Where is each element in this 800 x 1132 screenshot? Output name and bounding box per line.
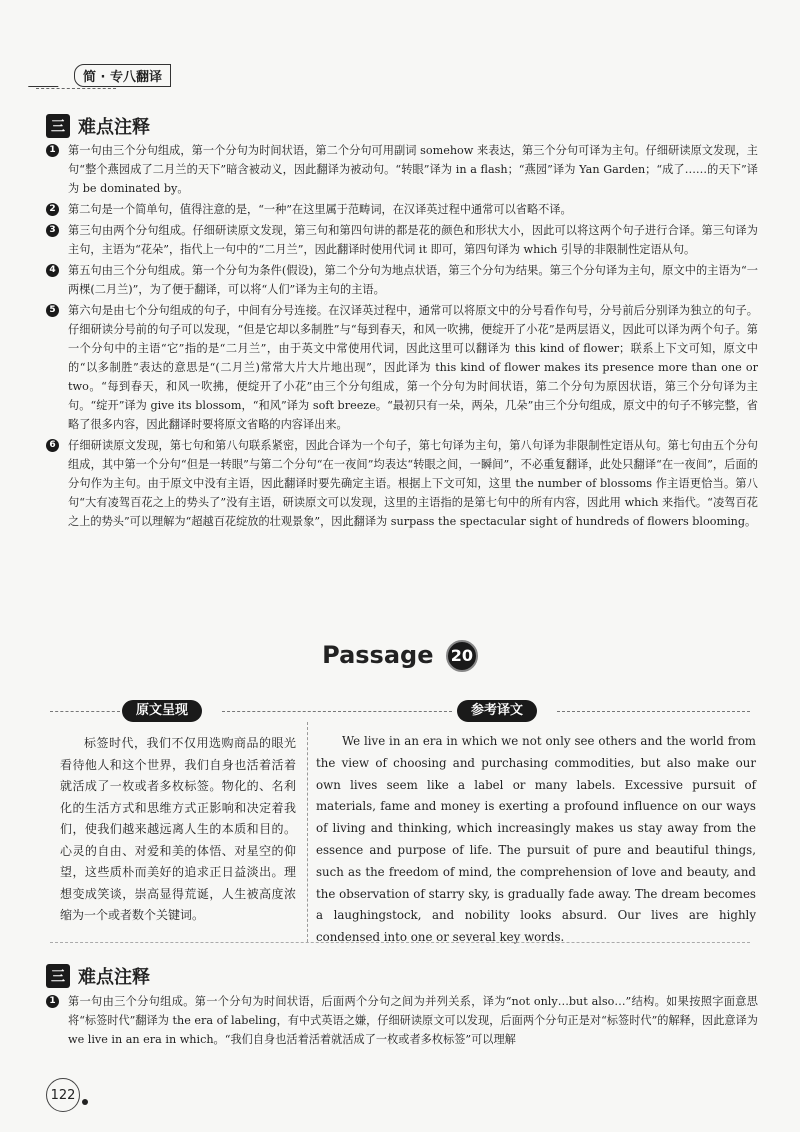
section-list-icon: 三 <box>46 114 70 138</box>
header-tab: 简 · 专八翻译 <box>74 64 171 87</box>
passage-label: Passage <box>322 641 434 669</box>
note-text: 仔细研读原文发现，第七句和第八句联系紧密，因此合译为一个句子，第七句译为主句，第八句译为非限制性定语从句。第七句由五个分句组成，其中第一个分句“但是一转眼”与第二个分句“在一夜间”均表达“转眼之间，一瞬间”，不必重复翻译，此处只翻译“在一夜间”，后面的分句作为主句。由于原文中没有主语，因此翻译时要先确定主语。根据上下文可知，这里 the number of blossoms 作主语更恰当。第八句“大有凌驾百花之上的势头了”没有主语，研读原文可以发现，这里的主语指的是第七句中的所有内容，因此用 which 来指代。“凌驾百花之上的势头”可以理解为“超越百花绽放的壮观景象”，因此翻译为 surpass the spectacular sight of hundreds of flowers blooming。 <box>68 439 758 528</box>
note-number: 1 <box>46 144 59 157</box>
section-heading-notes <box>46 113 150 139</box>
section-list-icon: 三 <box>46 964 70 988</box>
note-item <box>46 992 758 1049</box>
section-heading-notes-2 <box>46 963 150 989</box>
note-number: 2 <box>46 203 59 216</box>
header-rule <box>36 88 116 89</box>
note-number: 4 <box>46 264 59 277</box>
notes-list-2 <box>46 992 758 1051</box>
divider <box>50 942 750 943</box>
note-item <box>46 436 758 531</box>
note-text: 第六句是由七个分句组成的句子，中间有分号连接。在汉译英过程中，通常可以将原文中的分号看作句号，分号前后分别译为独立的句子。仔细研读分号前的句子可以发现，“但是它却以多制胜”与“每到春天，和风一吹拂，便绽开了小花”是两层语义，因此可以译为两个句子。第一个分句中的主语“它”指的是“二月兰”，由于英文中常使用代词，因此这里可以翻译为 this kind of flower；联系上下文可知，原文中的“以多制胜”表达的意思是“(二月兰)常常大片大片地出现”，因此译为 this kind of flower makes its presence more than one or two。“每到春天，和风一吹拂，便绽开了小花”由三个分句组成，第一个分句为时间状语，第二个分句为原因状语，第三个分句译为主句。“绽开”译为 give its blossom，“和风”译为 soft breeze。“最初只有一朵，两朵，几朵”由三个分句组成，原文中的句子不够完整，省略了很多内容，因此翻译时要将原文省略的内容译出来。 <box>68 304 758 431</box>
column-divider <box>307 722 308 942</box>
notes-list <box>46 141 758 533</box>
note-item <box>46 261 758 299</box>
note-item <box>46 141 758 198</box>
note-number: 5 <box>46 304 59 317</box>
divider <box>50 711 120 712</box>
note-item <box>46 301 758 434</box>
running-header <box>36 62 171 88</box>
page-dot-icon <box>82 1099 88 1105</box>
note-item <box>46 200 758 219</box>
note-number: 1 <box>46 995 59 1008</box>
translation-text: We live in an era in which we not only see others and the world from the view of choosing and purchasing commodities, but also make our own lives seem like a label or many labels. Excessive pursuit of materials, fame and money is exerting a profound influence on our ways of living and thinking, which increasingly makes us stay away from the essence and purpose of life. The pursuit of pure and beautiful things, such as the freedom of mind, the comprehension of love and beauty, and the observation of starry sky, is gradually fade away. The dream becomes a laughingstock, and nobility looks absurd. Our lives are highly condensed into one or several key words. <box>316 734 756 945</box>
note-text: 第一句由三个分句组成。第一个分句为时间状语，后面两个分句之间为并列关系，译为“not only…but also…”结构。如果按照字面意思将“标签时代”翻译为 the era of labeling，有中式英语之嫌，仔细研读原文可以发现，后面两个分句正是对“标签时代”的解释，因此意译为 we live in an era in which。“我们自身也活着活着就活成了一枚或者多枚标签”可以理解 <box>68 995 758 1046</box>
note-text: 第三句由两个分句组成。仔细研读原文发现，第三句和第四句讲的都是花的颜色和形状大小，因此可以将这两个句子进行合译。第三句译为主句，主语为“花朵”，指代上一句中的“二月兰”，因此翻译时使用代词 it 即可，第四句译为 which 引导的非限制性定语从句。 <box>68 224 758 256</box>
note-text: 第一句由三个分句组成，第一个分句为时间状语，第二个分句可用副词 somehow 来表达，第三个分句可译为主句。仔细研读原文发现，主句“整个燕园成了二月兰的天下”暗含被动义，因此翻译为被动句。“转眼”译为 in a flash；“燕园”译为 Yan Garden；“成了……的天下”译为 be dominated by。 <box>68 144 758 195</box>
passage-number-badge: 20 <box>446 640 478 672</box>
divider <box>557 711 750 712</box>
page-number: 122 <box>46 1078 88 1112</box>
note-text: 第二句是一个简单句，值得注意的是，“一种”在这里属于范畴词，在汉译英过程中通常可以省略不译。 <box>68 203 572 216</box>
passage-title <box>0 640 800 672</box>
section-title: 难点注释 <box>78 967 150 988</box>
section-title: 难点注释 <box>78 117 150 138</box>
note-number: 6 <box>46 439 59 452</box>
note-item <box>46 221 758 259</box>
divider <box>222 711 452 712</box>
note-text: 第五句由三个分句组成。第一个分句为条件(假设)，第二个分句为地点状语，第三个分句为结果。第三个分句译为主句，原文中的主语为“一两棵(二月兰)”，为了便于翻译，可以将“人们”译为主句的主语。 <box>68 264 758 296</box>
note-number: 3 <box>46 224 59 237</box>
original-text-label: 原文呈现 <box>122 700 202 722</box>
original-text: 标签时代，我们不仅用选购商品的眼光看待他人和这个世界，我们自身也活着活着就活成了一枚或者多枚标签。物化的、名利化的生活方式和思维方式正影响和决定着我们，使我们越来越远离人生的本质和目的。心灵的自由、对爱和美的体悟、对星空的仰望，这些质朴而美好的追求正日益淡出。理想变成笑谈，崇高显得荒诞，人生被高度浓缩为一个或者数个关键词。 <box>60 736 296 922</box>
header-decoration <box>28 64 74 87</box>
translation-label: 参考译文 <box>457 700 537 722</box>
